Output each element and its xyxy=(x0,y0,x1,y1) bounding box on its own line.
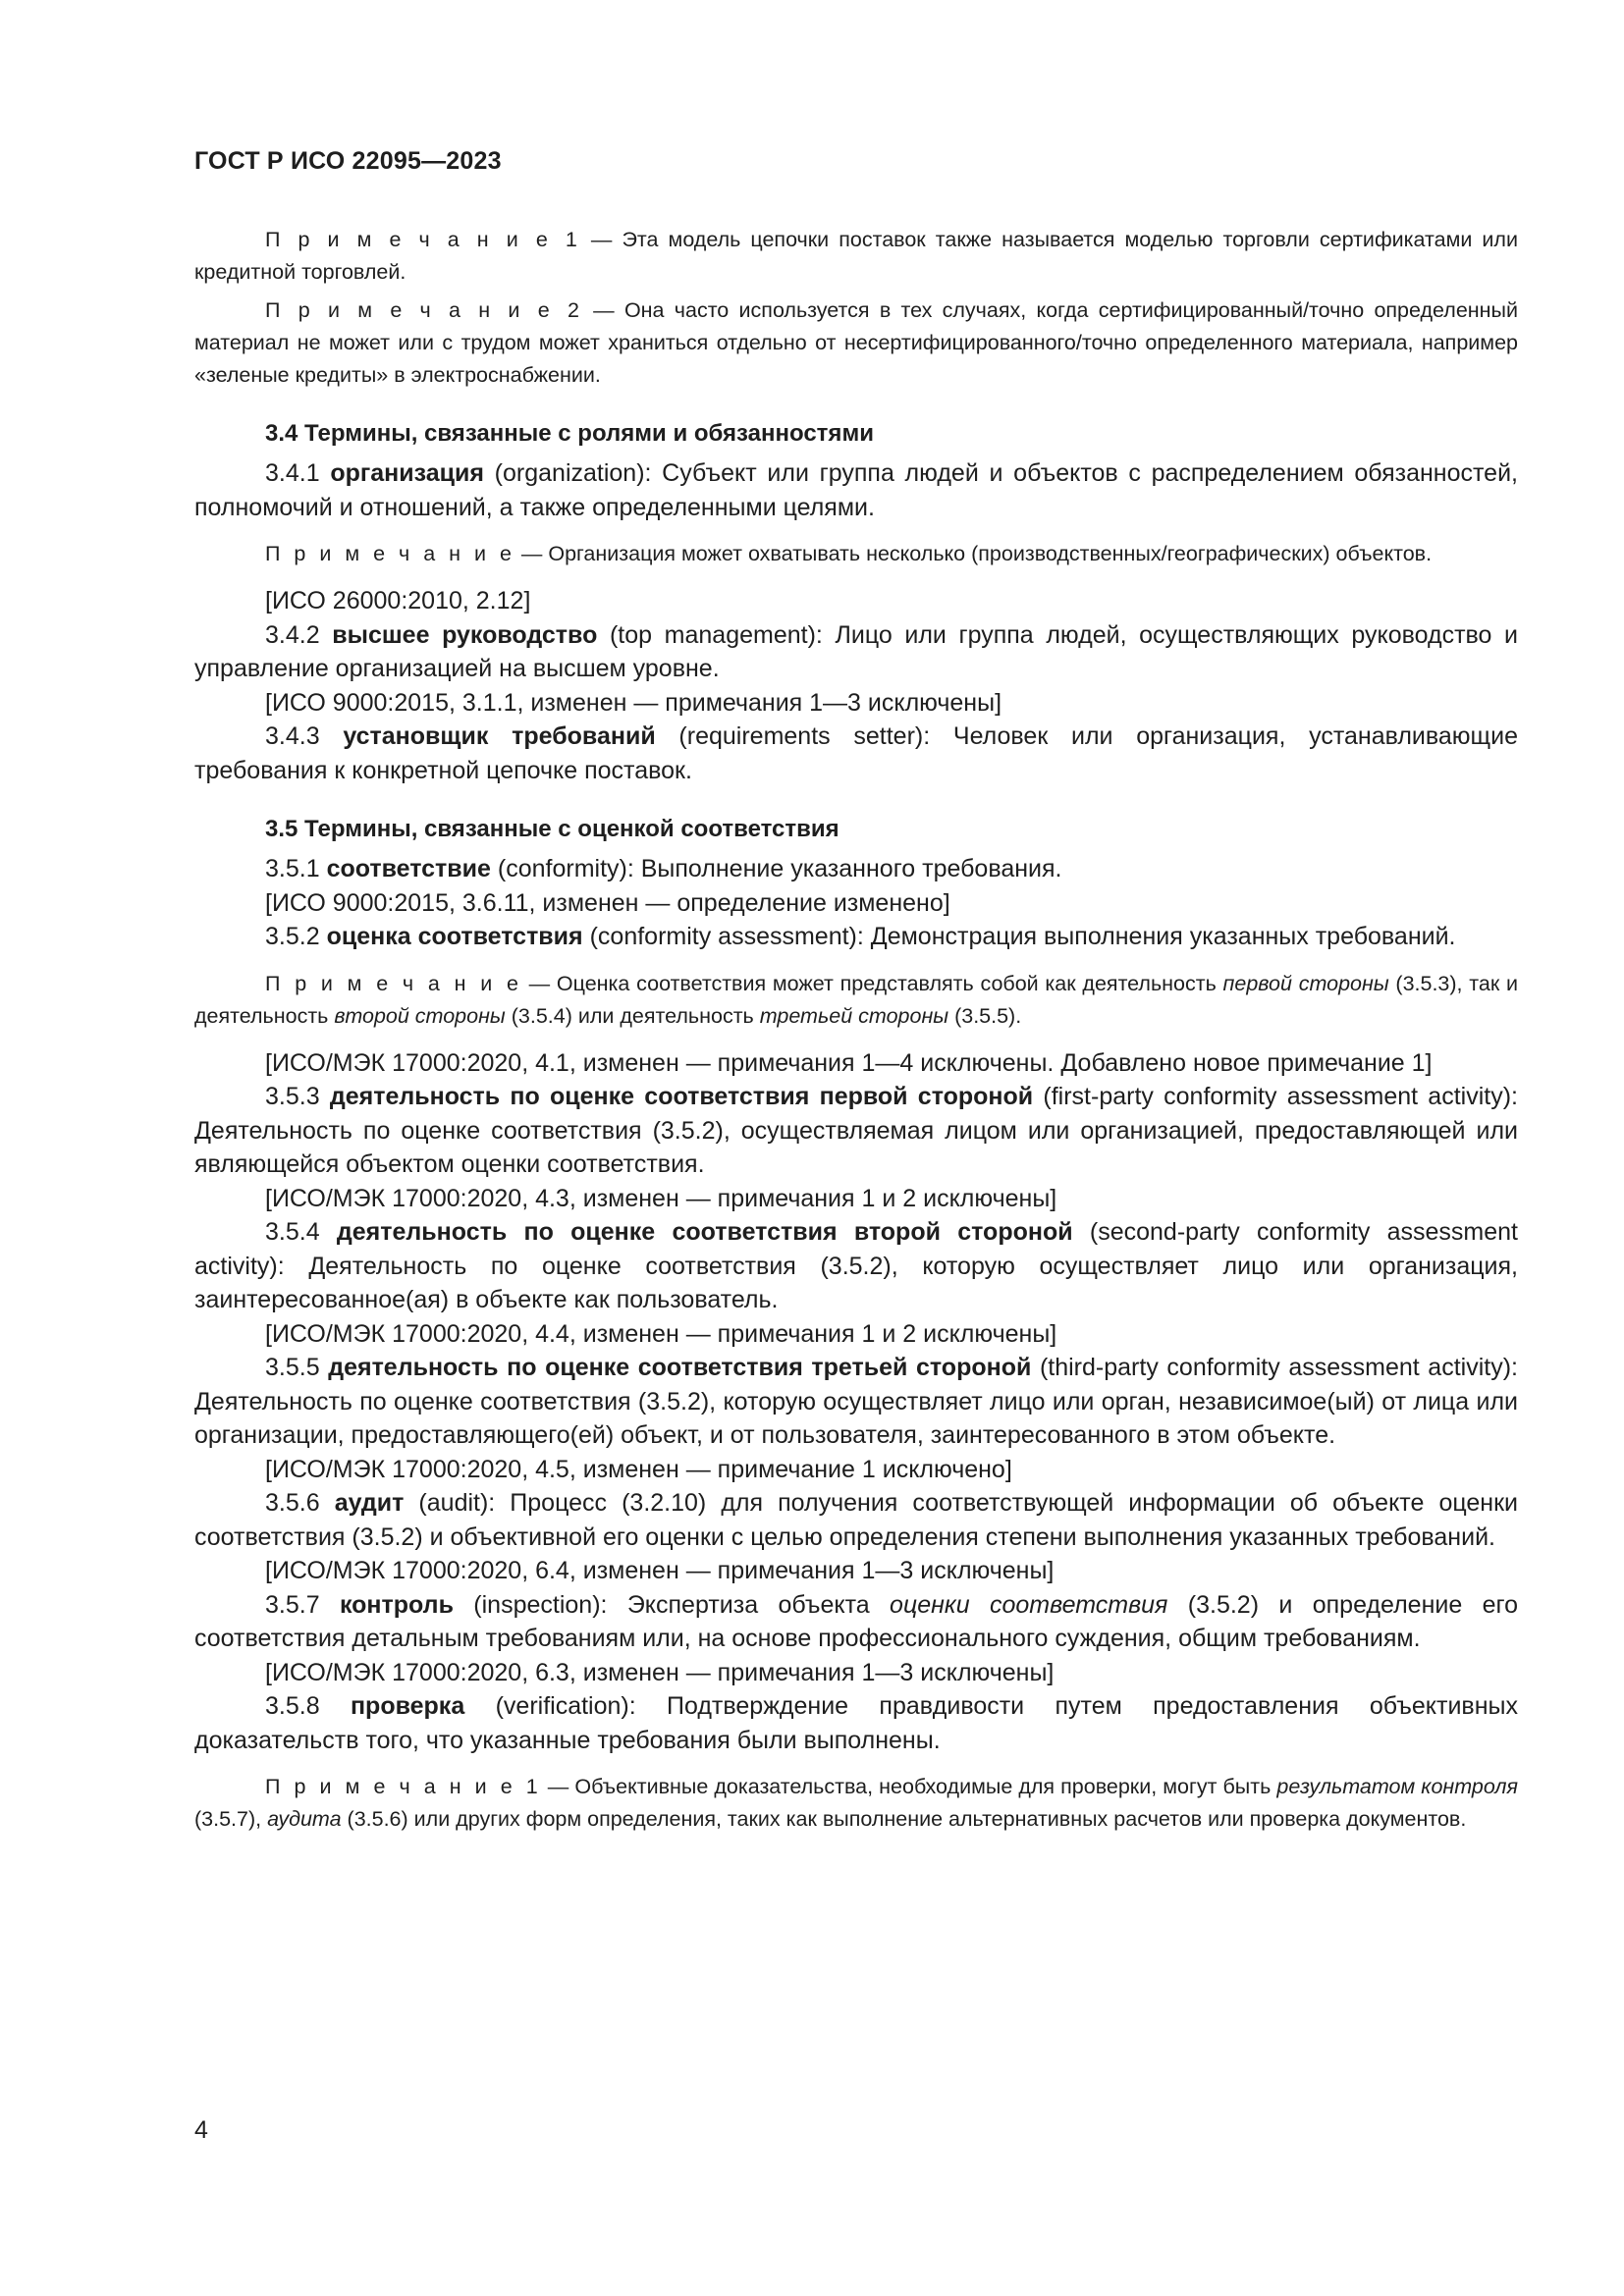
term-name: деятельность по оценке соответствия третьей стороной xyxy=(328,1354,1032,1381)
term-definition: (first-party conformity assessment activity): Деятельность по оценке соответствия (3.5.2), осуществляемая лицом или организацией, предоставляющей или являющейся объектом оценки соответствия. xyxy=(194,1083,1518,1178)
term-number: 3.4.3 xyxy=(265,722,344,750)
term-3-5-4 xyxy=(194,1215,1518,1317)
source-ref: [ИСО/МЭК 17000:2020, 4.5, изменен — примечание 1 исключено] xyxy=(265,1455,1012,1483)
note-text: (3.5.4) или деятельность xyxy=(505,1003,760,1028)
term-name: деятельность по оценке соответствия первой стороной xyxy=(329,1083,1034,1110)
note-label: П р и м е ч а н и е xyxy=(265,542,515,565)
note-label: П р и м е ч а н и е 2 xyxy=(265,298,583,322)
note-2 xyxy=(194,294,1518,392)
term-definition: (requirements setter): Человек или организация, устанавливающие требования к конкретной цепочке поставок. xyxy=(194,722,1518,784)
note-italic: третьей стороны xyxy=(759,1003,949,1028)
note-italic: аудита xyxy=(267,1807,342,1831)
section-heading-3-5: 3.5 Термины, связанные с оценкой соответствия xyxy=(265,816,839,842)
note-italic: результатом контроля xyxy=(1276,1775,1518,1798)
term-definition: (top management): Лицо или группа людей, осуществляющих руководство и управление организацией на высшем уровне. xyxy=(194,620,1518,682)
note-italic: первой стороны xyxy=(1222,971,1389,995)
note-text: — Она часто используется в тех случаях, когда сертифицированный/точно определенный материал не может или с трудом может храниться отдельно от несертифицированного/точно определенного материала, например «зеленые кредиты» в электроснабжении. xyxy=(194,298,1518,387)
source-ref: [ИСО 26000:2010, 2.12] xyxy=(265,587,531,614)
term-3-5-3 xyxy=(194,1080,1518,1182)
note-3-5-2 xyxy=(194,968,1518,1033)
term-number: 3.5.4 xyxy=(265,1218,337,1246)
source-ref: [ИСО/МЭК 17000:2020, 4.3, изменен — примечания 1 и 2 исключены] xyxy=(265,1184,1057,1212)
term-definition: (conformity): Выполнение указанного требования. xyxy=(490,855,1062,882)
note-text: — Оценка соответствия может представлять собой как деятельность xyxy=(521,971,1223,995)
term-definition: (inspection): Экспертиза объекта xyxy=(453,1590,891,1619)
note-text: — Объективные доказательства, необходимые для проверки, могут быть xyxy=(541,1775,1277,1798)
note-text: (3.5.7), xyxy=(194,1807,268,1831)
term-number: 3.5.5 xyxy=(265,1354,329,1381)
source-ref: [ИСО 9000:2015, 3.1.1, изменен — примечания 1—3 исключены] xyxy=(265,688,1002,717)
term-number: 3.5.2 xyxy=(265,923,327,950)
note-text: — Организация может охватывать несколько (производственных/географических) объектов. xyxy=(514,542,1433,565)
term-name: соответствие xyxy=(326,855,491,882)
note-text: — Эта модель цепочки поставок также называется моделью торговли сертификатами или кредитной торговлей. xyxy=(194,228,1518,284)
term-italic: оценки соответствия xyxy=(890,1590,1168,1619)
note-3-5-8 xyxy=(194,1771,1518,1836)
term-name: установщик требований xyxy=(343,722,656,750)
note-text: (3.5.6) или других форм определения, таких как выполнение альтернативных расчетов или проверка документов. xyxy=(341,1807,1467,1831)
term-3-5-8 xyxy=(194,1689,1518,1757)
term-3-4-1 xyxy=(194,456,1518,524)
note-text: (3.5.5). xyxy=(948,1003,1022,1028)
document-body xyxy=(194,224,1518,1836)
term-number: 3.5.6 xyxy=(265,1489,335,1517)
term-name: аудит xyxy=(334,1489,405,1517)
term-number: 3.5.1 xyxy=(265,855,327,882)
term-definition: (third-party conformity assessment activity): Деятельность по оценке соответствия (3.5.2), которую осуществляет лицо или орган, независимое(ый) от лица или организации, предоставляющего(ей) объект, и от пользователя, заинтересованного в этом объекте. xyxy=(194,1354,1518,1449)
note-label: П р и м е ч а н и е 1 xyxy=(265,228,581,251)
term-definition: (organization): Субъект или группа людей и объектов с распределением обязанностей, полномочий и отношений, а также определенными целями. xyxy=(194,459,1518,521)
note-1 xyxy=(194,224,1518,289)
term-3-5-2 xyxy=(194,920,1518,954)
note-3-4-1 xyxy=(194,538,1518,570)
source-ref: [ИСО/МЭК 17000:2020, 4.4, изменен — примечания 1 и 2 исключены] xyxy=(265,1319,1057,1348)
term-definition: (3.5.2) и определение его соответствия детальным требованиям или, на основе профессионального суждения, общим требованиям. xyxy=(194,1590,1518,1652)
term-number: 3.4.1 xyxy=(265,459,331,487)
document-header: ГОСТ Р ИСО 22095—2023 xyxy=(194,147,502,175)
term-name: оценка соответствия xyxy=(326,923,583,950)
note-text: (3.5.3), так и деятельность xyxy=(194,971,1518,1028)
term-3-5-7 xyxy=(194,1588,1518,1656)
source-ref: [ИСО/МЭК 17000:2020, 4.1, изменен — примечания 1—4 исключены. Добавлено новое примечание 1] xyxy=(265,1048,1433,1077)
note-label: П р и м е ч а н и е 1 xyxy=(265,1775,542,1798)
term-3-5-6 xyxy=(194,1486,1518,1554)
source-ref: [ИСО/МЭК 17000:2020, 6.4, изменен — примечания 1—3 исключены] xyxy=(265,1557,1055,1584)
term-name: высшее руководство xyxy=(332,620,598,649)
source-ref: [ИСО/МЭК 17000:2020, 6.3, изменен — примечания 1—3 исключены] xyxy=(265,1658,1055,1686)
term-definition: (verification): Подтверждение правдивости путем предоставления объективных доказательств того, что указанные требования были выполнены. xyxy=(194,1692,1518,1754)
term-definition: (conformity assessment): Демонстрация выполнения указанных требований. xyxy=(582,923,1456,950)
section-heading-3-4: 3.4 Термины, связанные с ролями и обязанностями xyxy=(265,420,874,447)
term-3-4-3 xyxy=(194,720,1518,787)
source-ref: [ИСО 9000:2015, 3.6.11, изменен — определение изменено] xyxy=(265,888,950,917)
term-number: 3.5.3 xyxy=(265,1083,330,1110)
term-name: контроль xyxy=(339,1590,454,1619)
term-definition: (audit): Процесс (3.2.10) для получения соответствующей информации об объекте оценки соответствия (3.5.2) и объективной его оценки с целью определения степени выполнения указанных требований. xyxy=(194,1489,1518,1551)
term-name: организация xyxy=(330,459,484,487)
note-label: П р и м е ч а н и е xyxy=(265,971,522,995)
term-number: 3.4.2 xyxy=(265,620,333,649)
page-number: 4 xyxy=(194,2116,208,2144)
note-italic: второй стороны xyxy=(334,1003,506,1028)
term-3-5-1 xyxy=(194,852,1518,886)
term-3-5-5 xyxy=(194,1351,1518,1453)
term-definition: (second-party conformity assessment activity): Деятельность по оценке соответствия (3.5.2), которую осуществляет лицо или организация, заинтересованное(ая) в объекте как пользователь. xyxy=(194,1218,1518,1313)
term-number: 3.5.8 xyxy=(265,1692,351,1720)
term-3-4-2 xyxy=(194,618,1518,686)
term-name: деятельность по оценке соответствия второй стороной xyxy=(336,1218,1073,1246)
term-name: проверка xyxy=(350,1692,465,1720)
term-number: 3.5.7 xyxy=(265,1590,340,1619)
